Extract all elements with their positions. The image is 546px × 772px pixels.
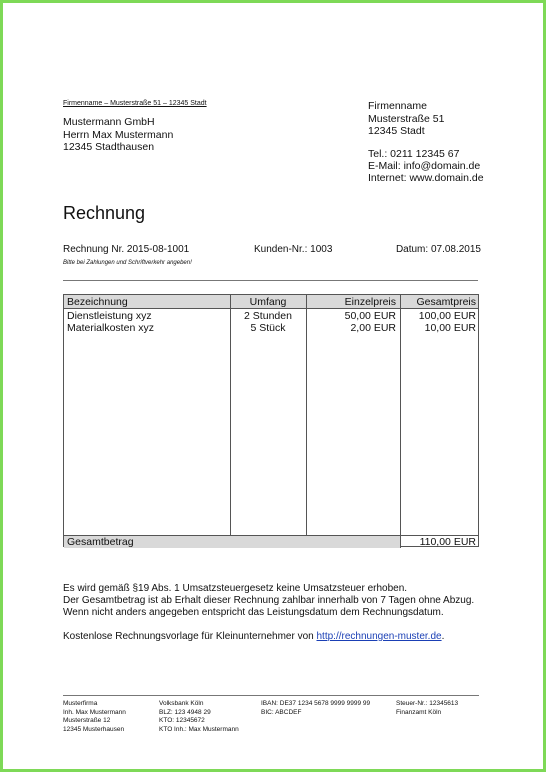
header-description: Bezeichnung (67, 296, 128, 308)
footer-line: BIC: ABCDEF (261, 708, 302, 716)
customer-number: Kunden-Nr.: 1003 (254, 244, 333, 255)
tax-note: Es wird gemäß §19 Abs. 1 Umsatzsteuergesetz keine Umsatzsteuer erhoben. (63, 583, 408, 594)
document-title: Rechnung (63, 203, 146, 223)
company-address (368, 100, 444, 138)
row-1-description: Dienstleistung xyz (67, 310, 152, 322)
footer-line: IBAN: DE37 1234 5678 9999 9999 99 (261, 700, 371, 707)
header-unit-price: Einzelpreis (344, 296, 396, 308)
invoice-page (3, 3, 543, 769)
footer-divider (63, 695, 479, 696)
header-total-price: Gesamtpreis (416, 296, 476, 308)
recipient-person: Herrn Max Mustermann (63, 128, 174, 141)
company-contact (368, 148, 484, 185)
footer-line: 12345 Musterhausen (63, 725, 125, 733)
footer-line: BLZ: 123 4948 29 (159, 708, 211, 716)
recipient-address (63, 116, 173, 154)
header-quantity: Umfang (249, 296, 287, 308)
company-web: Internet: www.domain.de (368, 172, 484, 185)
footer-line: Musterfirma (63, 700, 98, 707)
footer-line: Volksbank Köln (159, 700, 204, 707)
footer-bank (159, 700, 239, 734)
footer-line: Musterstraße 12 (63, 717, 111, 725)
total-label: Gesamtbetrag (67, 536, 134, 548)
invoice-notes (63, 583, 474, 643)
row-2-unit-price: 2,00 EUR (350, 322, 396, 334)
divider (63, 280, 478, 281)
footer-line: KTO: 12345672 (159, 717, 205, 725)
recipient-company: Mustermann GmbH (63, 116, 155, 128)
row-2-total-price: 10,00 EUR (424, 322, 476, 334)
company-email: E-Mail: info@domain.de (368, 160, 481, 173)
row-1-quantity: 2 Stunden (244, 310, 292, 322)
invoice-table (63, 294, 479, 547)
footer-line: Inh. Max Mustermann (63, 708, 126, 716)
total-value: 110,00 EUR (419, 536, 476, 548)
payment-terms: Der Gesamtbetrag ist ab Erhalt dieser Rechnung zahlbar innerhalb von 7 Tagen ohne Abzug. (63, 595, 475, 606)
service-date-note: Wenn nicht anders angegeben entspricht das Leistungsdatum dem Rechnungsdatum. (63, 607, 444, 618)
row-2-quantity: 5 Stück (250, 322, 286, 334)
row-1-total-price: 100,00 EUR (418, 310, 476, 322)
sender-return-address: Firmenname – Musterstraße 51 – 12345 Stadt (63, 100, 207, 107)
row-1-unit-price: 50,00 EUR (344, 310, 396, 322)
recipient-city: 12345 Stadthausen (63, 141, 155, 153)
company-street: Musterstraße 51 (368, 112, 445, 125)
template-credit (63, 631, 474, 643)
company-name: Firmenname (368, 100, 427, 112)
company-city: 12345 Stadt (368, 125, 425, 137)
template-credit-link[interactable]: http://rechnungen-muster.de (316, 631, 442, 642)
invoice-date: Datum: 07.08.2015 (395, 244, 481, 255)
footer-company (63, 700, 126, 734)
invoice-number: Rechnung Nr. 2015-08-1001 (63, 244, 190, 255)
reference-hint: Bitte bei Zahlungen und Schriftverkehr angeben! (63, 260, 192, 266)
footer-line: Steuer-Nr.: 12345613 (396, 700, 459, 707)
company-phone: Tel.: 0211 12345 67 (368, 148, 460, 160)
template-credit-text: Kostenlose Rechnungsvorlage für Kleinunternehmer von (63, 631, 317, 642)
footer-tax (396, 700, 458, 717)
footer-line: Finanzamt Köln (396, 708, 442, 716)
footer-line: KTO Inh.: Max Mustermann (159, 725, 239, 733)
template-credit-end: . (441, 631, 445, 642)
footer-iban (261, 700, 370, 717)
row-2-description: Materialkosten xyz (67, 322, 154, 334)
total-row (64, 535, 478, 548)
